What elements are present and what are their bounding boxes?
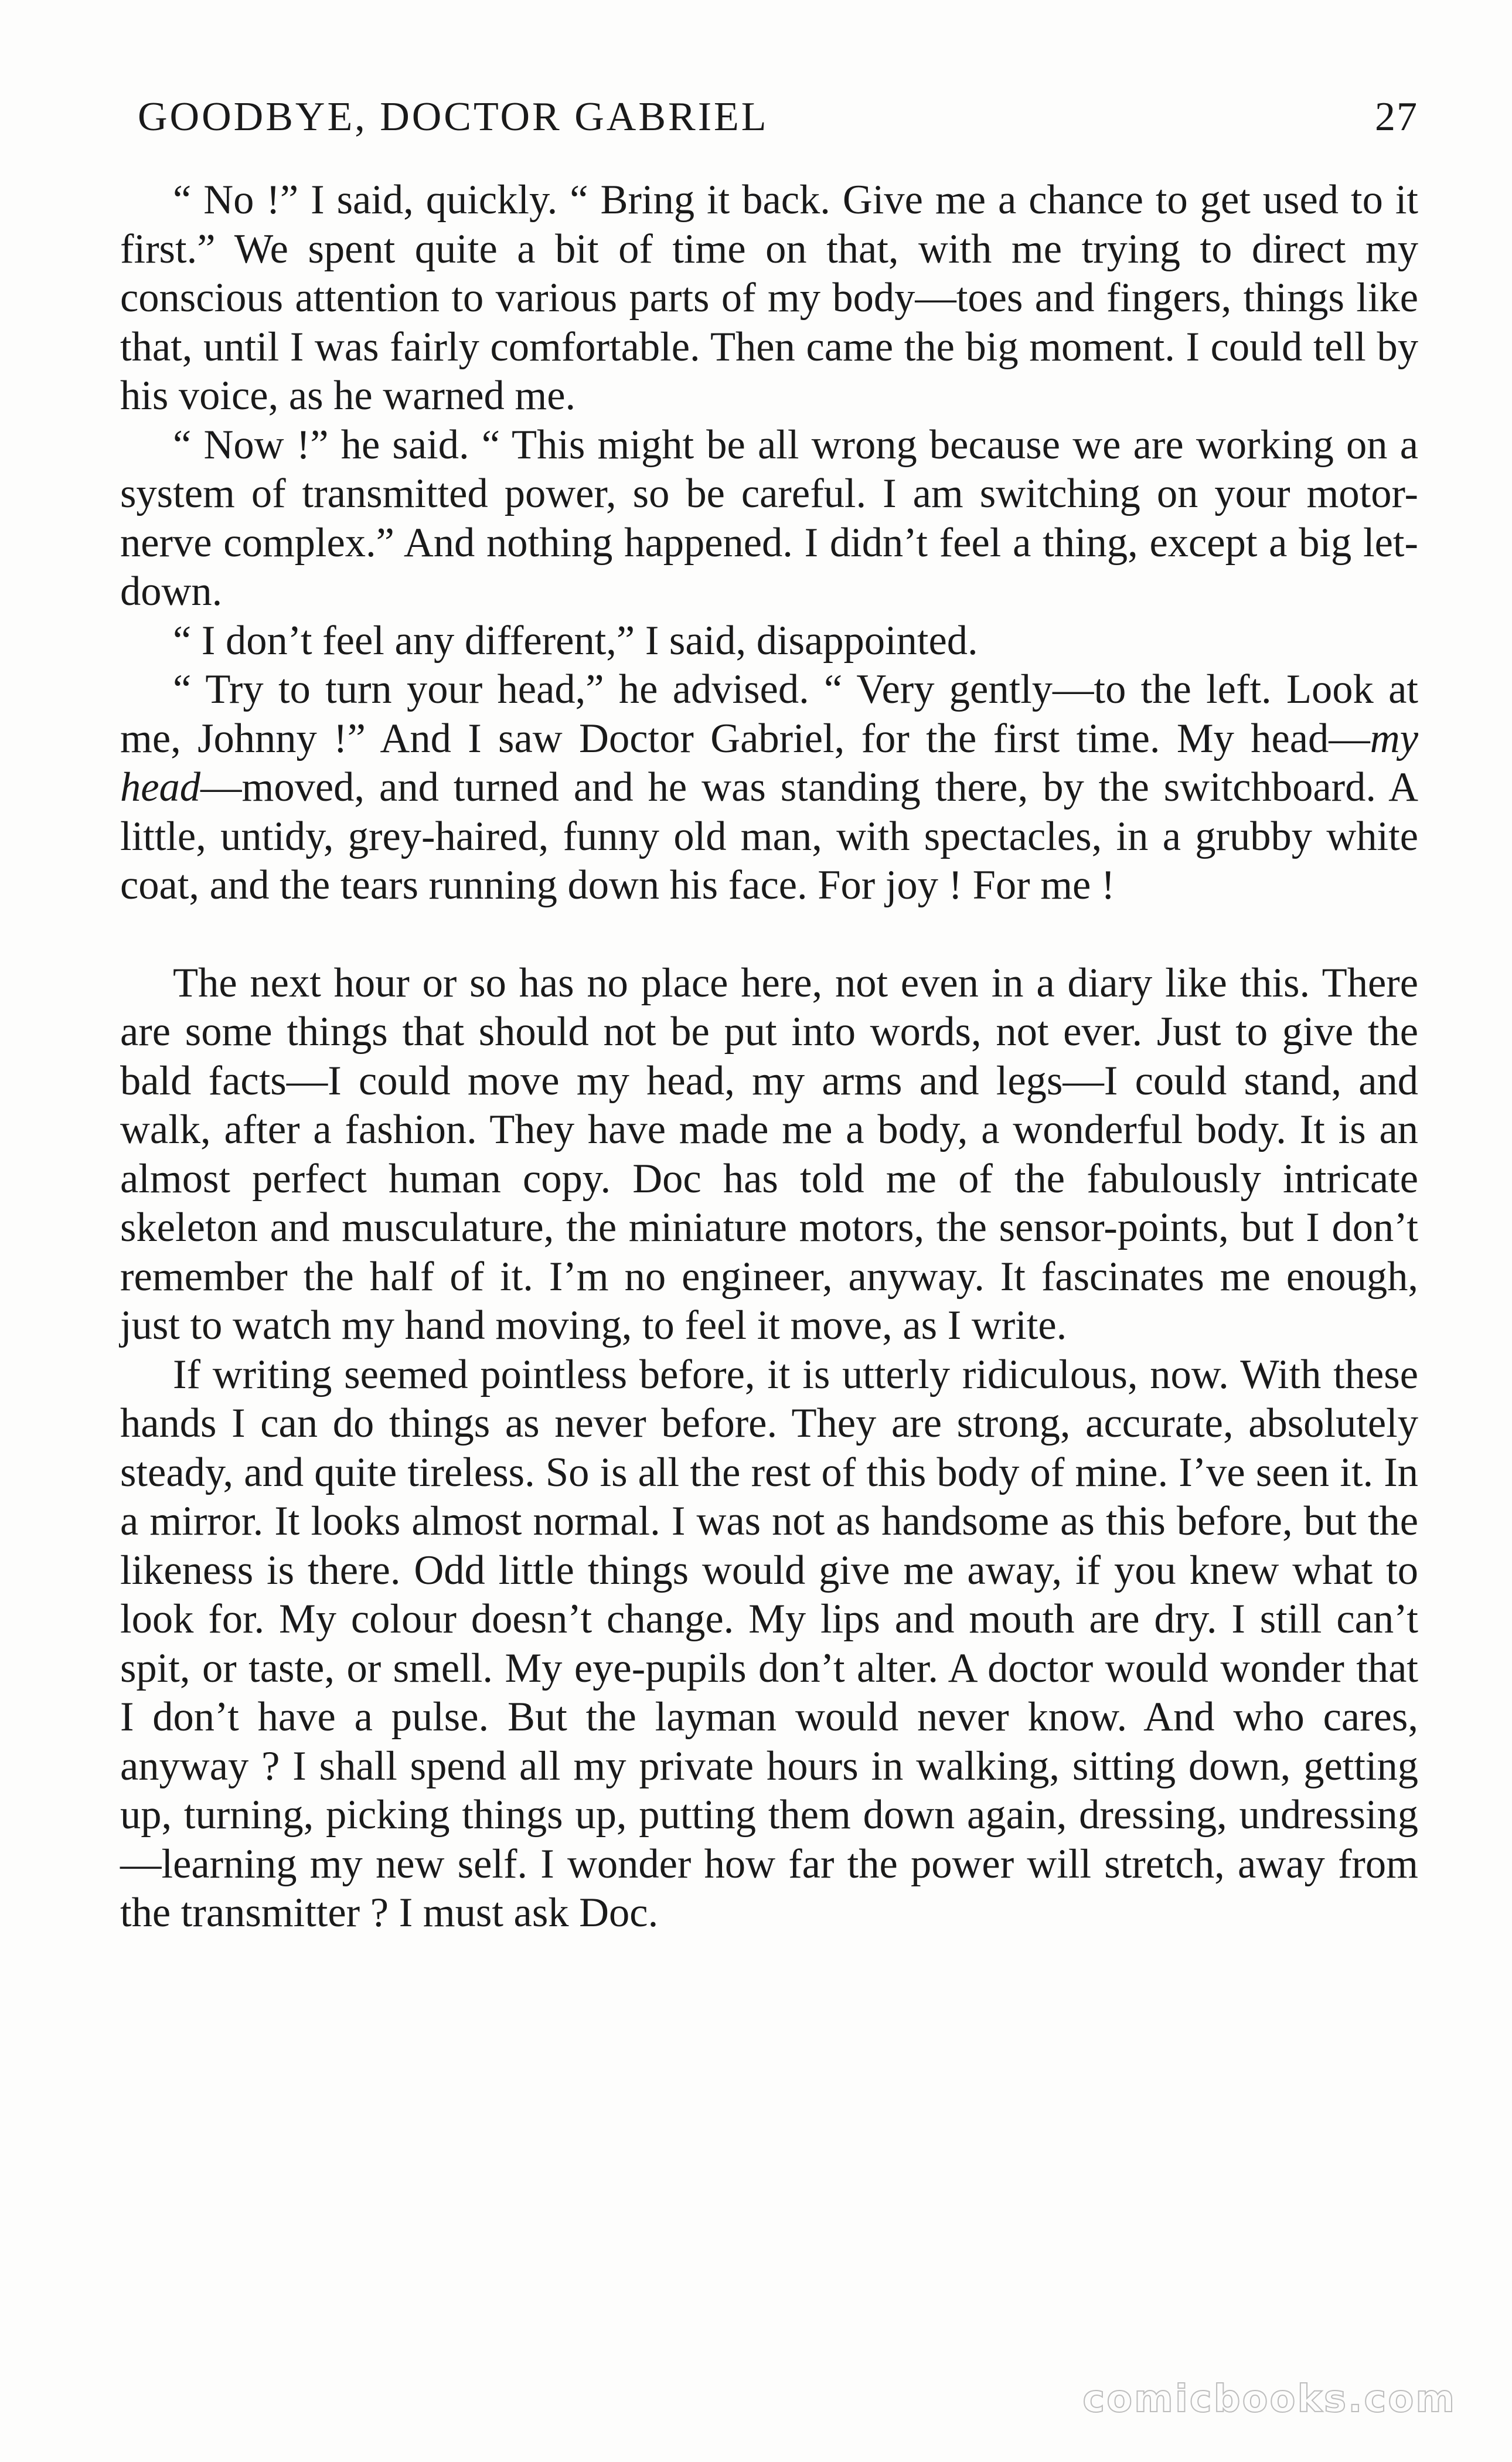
paragraph-6: If writing seemed pointless before, it is utterly ridiculous, now. With these hands I can do things as never before. They are strong, accurate, absolutely steady, and quite tireless. So is all the rest of this body of mine. I’ve seen it. In a mirror. It looks almost normal. I was not as handsome as this before, but the likeness is there. Odd little things would give me away, if you knew what to look for. My colour doesn’t change. My lips and mouth are dry. I still can’t spit, or taste, or smell. My eye-pupils don’t alter. A doctor would wonder that I don’t have a pulse. But the layman would never know. And who cares, anyway ? I shall spend all my private hours in walking, sitting down, getting up, turning, picking things up, putting them down again, dressing, undressing—learning my new self. I wonder how far the power will stretch, away from the transmitter ? I must ask Doc. (120, 1351, 1418, 1936)
paragraph-3: “ I don’t feel any different,” I said, disappointed. (173, 617, 978, 664)
running-head (138, 88, 1418, 147)
paragraph-5: The next hour or so has no place here, not even in a diary like this. There are some things that should not be put into words, not ever. Just to give the bald facts—I could move my head, my arms and legs—I could stand, and walk, after a fashion. They have made me a body, a wonderful body. It is an almost perfect human copy. Doc has told me of the fabulously intricate skeleton and musculature, the miniature motors, the sensor-points, but I don’t remember the half of it. I’m no engineer, anyway. It fascinates me enough, just to watch my hand moving, to feel it move, as I write. (120, 960, 1418, 1348)
paragraph-4-emphasis: my head (120, 715, 1418, 810)
paragraph-2: “ Now !” he said. “ This might be all wrong because we are working on a system of transmitted power, so be careful. I am switching on your motor-nerve complex.” And nothing happened. I didn’t feel a thing, except a big let-down. (120, 421, 1418, 614)
paragraph-4-text-before: “ Try to turn your head,” he advised. “ Very gently—to the left. Look at me, Johnny !” And I saw Doctor Gabriel, for the first time. My head— (120, 666, 1418, 761)
paragraph-1: “ No !” I said, quickly. “ Bring it back. Give me a chance to get used to it first.” We spent quite a bit of time on that, with me trying to direct my conscious attention to various parts of my body—toes and fingers, things like that, until I was fairly comfortable. Then came the big moment. I could tell by his voice, as he warned me. (120, 177, 1418, 419)
paragraph-4-text-after: —moved, and turned and he was standing there, by the switchboard. A little, untidy, grey-haired, funny old man, with spectacles, in a grubby white coat, and the tears running down his face. For joy ! For me ! (120, 764, 1418, 908)
body-text (120, 176, 1418, 1938)
page-number: 27 (1375, 94, 1418, 140)
chapter-title: GOODBYE, DOCTOR GABRIEL (138, 94, 769, 140)
paragraph-4 (120, 665, 1418, 910)
watermark-logo: comicbooks.com (1082, 2378, 1456, 2421)
